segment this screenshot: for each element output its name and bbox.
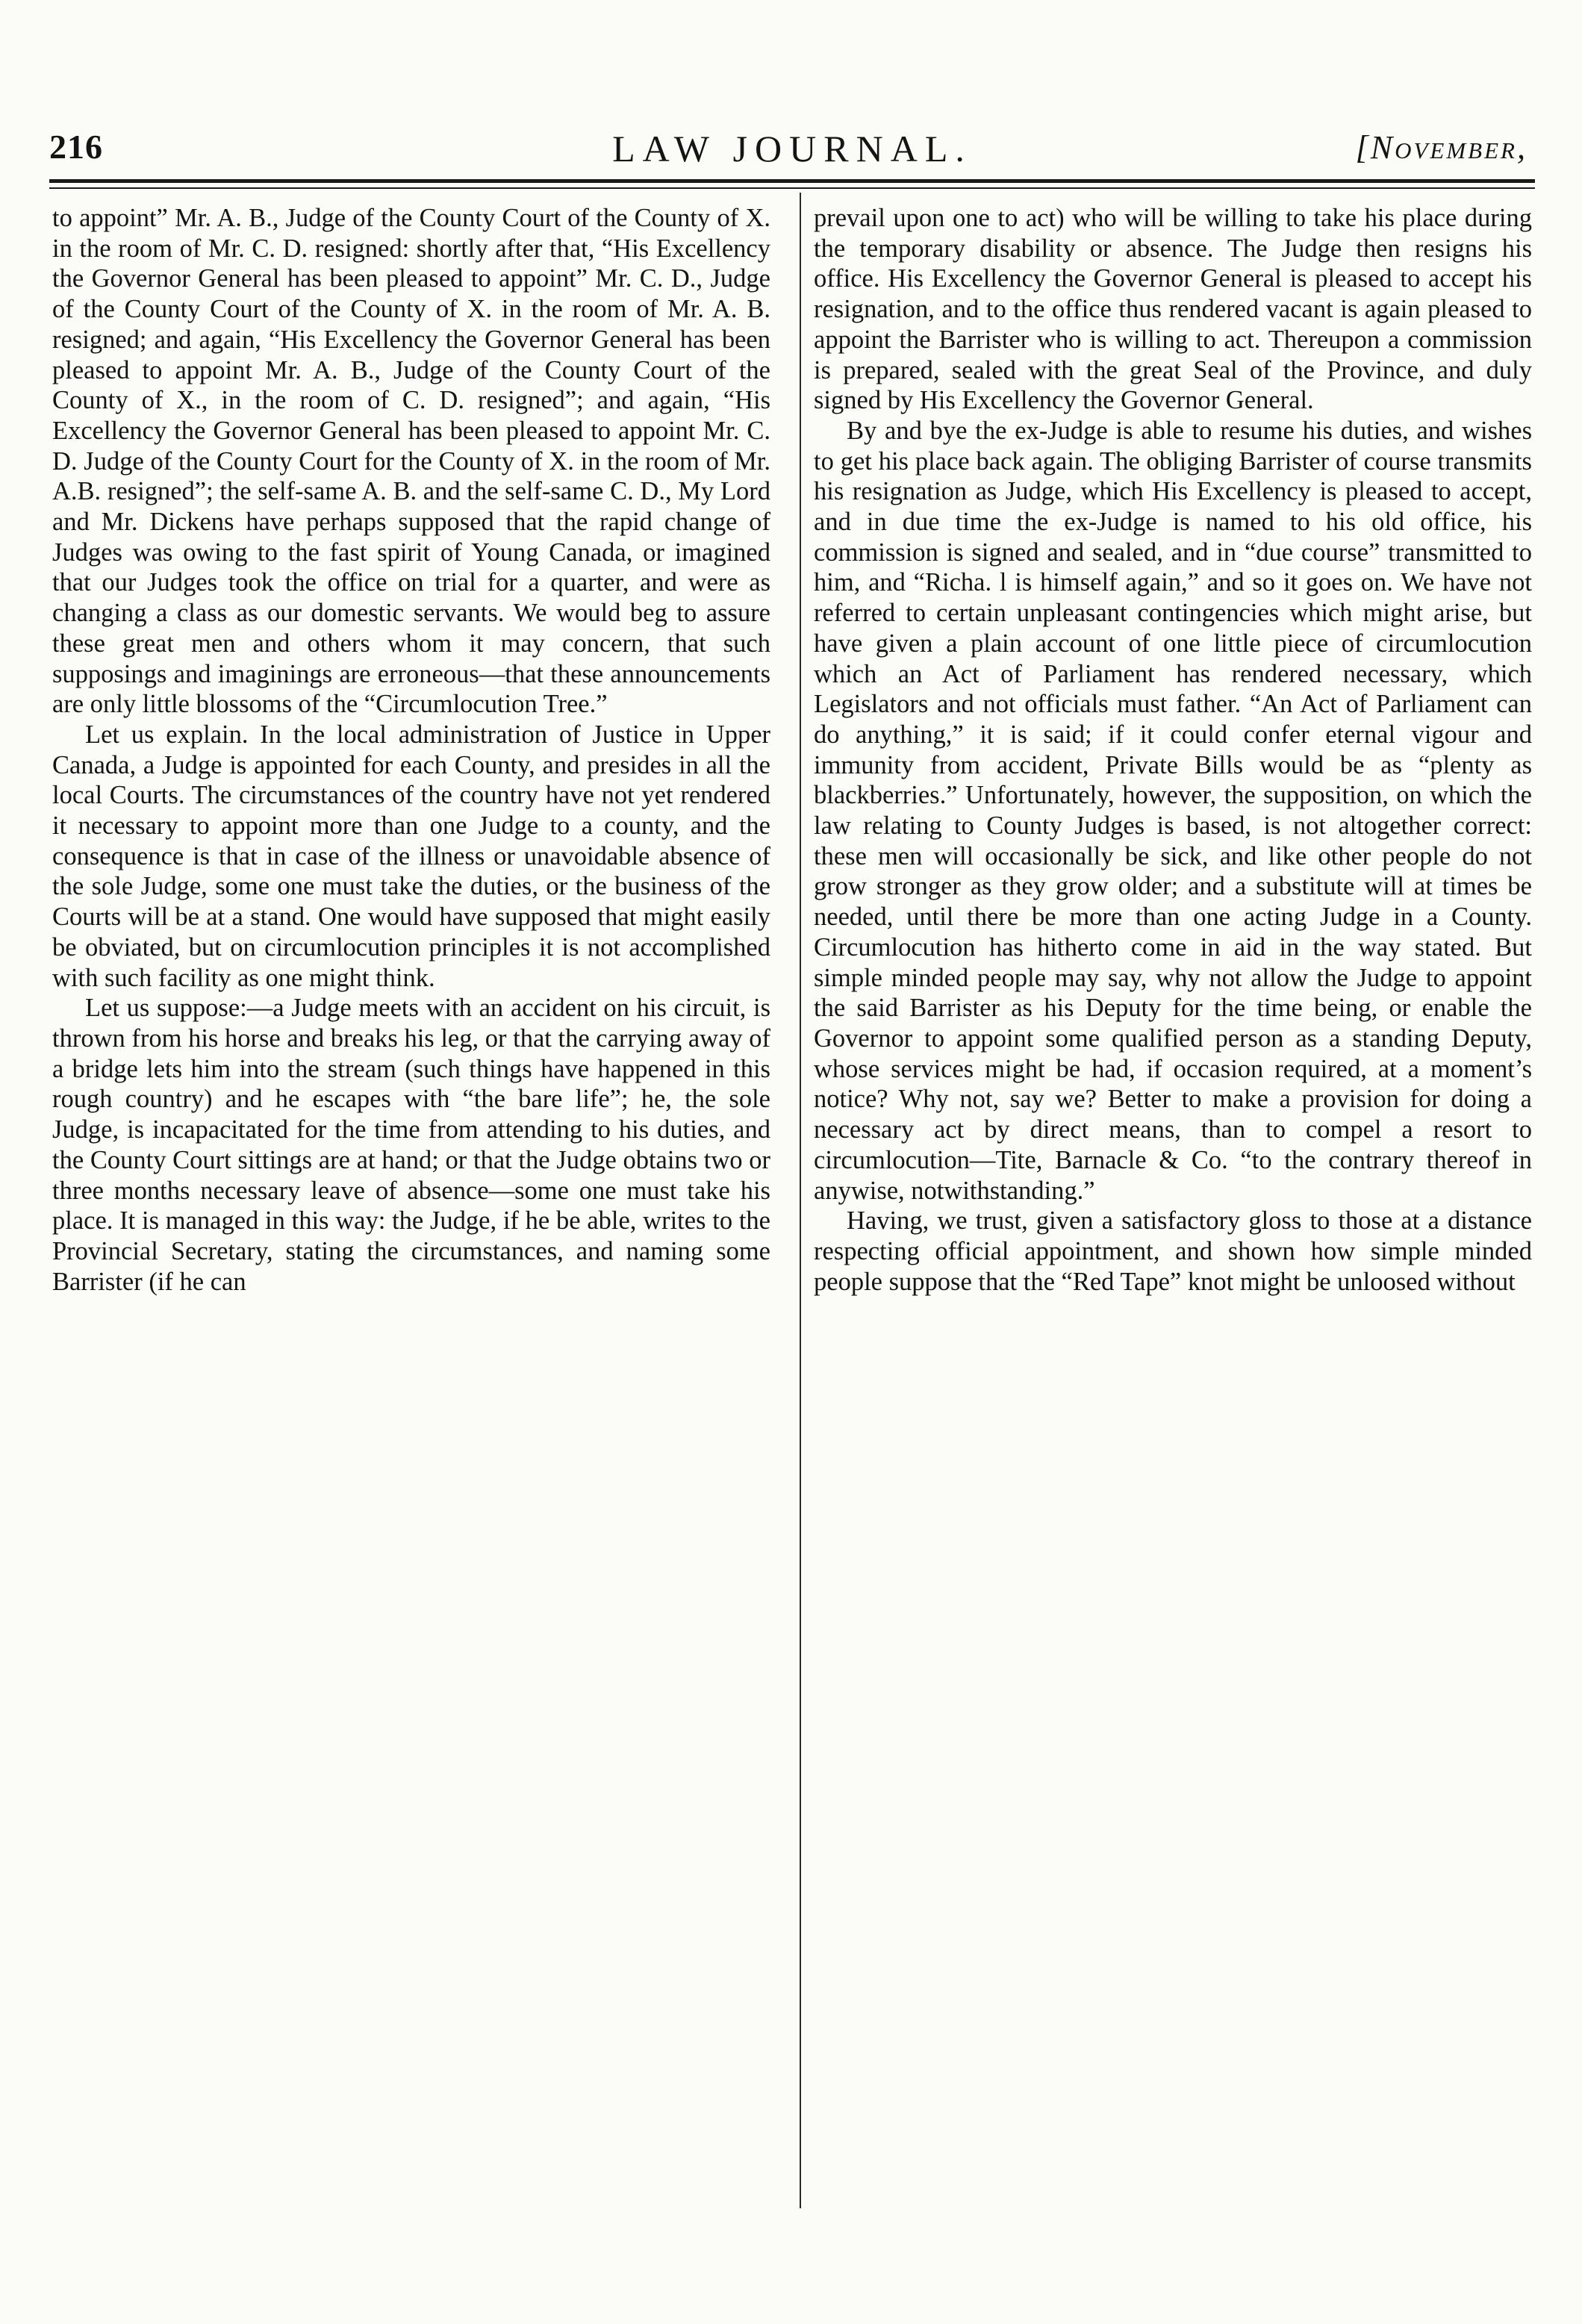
header-rule-thin [49, 187, 1535, 189]
left-paragraph-1: to appoint” Mr. A. B., Judge of the County Court of the County of X. in the room of Mr. C. D. resigned: shortly after that, “His Excellency the Governor General has been pleased to appoint” Mr. C. D., Judge of the County Court of the County of X. in the room of Mr. A. B. resigned; and again, “His Excellency the Governor General has been pleased to appoint Mr. A. B., Judge of the County Court of the County of X., in the room of C. D. resigned”; and again, “His Excellency the Governor General has been pleased to appoint Mr. C. D. Judge of the County Court for the County of X. in the room of Mr. A.B. resigned”; the self-same A. B. and the self-same C. D., My Lord and Mr. Dickens have perhaps supposed that the rapid change of Judges was owing to the fast spirit of Young Canada, or imagined that our Judges took the office on trial for a quarter, and were as changing a class as our domestic servants. We would beg to assure these great men and others whom it may concern, that such supposings and imaginings are erroneous—that these announcements are only little blossoms of the “Circumlocution Tree.” [52, 204, 770, 719]
header-month: [November, [1355, 129, 1527, 166]
header-rule-thick [49, 179, 1535, 183]
page-header [49, 127, 1535, 179]
left-paragraph-2: Let us explain. In the local administration of Justice in Upper Canada, a Judge is appointed for each County, and presides in all the local Courts. The circumstances of the country have not yet rendered it necessary to appoint more than one Judge to a county, and the consequence is that in case of the illness or unavoidable absence of the sole Judge, some one must take the duties, or the business of the Courts will be at a stand. One would have supposed that might easily be obviated, but on circumlocution principles it is not accomplished with such facility as one might think. [52, 720, 770, 992]
right-paragraph-3: Having, we trust, given a satisfactory gloss to those at a distance respecting official appointment, and shown how simple minded people suppose that the “Red Tape” knot might be unloosed without [814, 1206, 1532, 1296]
left-column [52, 203, 770, 1297]
right-column [814, 203, 1532, 1297]
page-number: 216 [49, 128, 103, 166]
column-divider [800, 193, 801, 2208]
running-title: LAW JOURNAL. [612, 128, 972, 169]
right-paragraph-2: By and bye the ex-Judge is able to resume his duties, and wishes to get his place back again. The obliging Barrister of course transmits his resignation as Judge, which His Excellency is pleased to accept, and in due time the ex-Judge is named to his old office, his commission is signed and sealed, and in “due course” transmitted to him, and “Richa. l is himself again,” and so it goes on. We have not referred to certain unpleasant contingencies which might arise, but have given a plain account of one little piece of circumlocution which an Act of Parliament has rendered necessary, which Legislators and not officials must father. “An Act of Parliament can do anything,” it is said; if it could confer eternal vigour and immunity from accident, Private Bills would be as “plenty as blackberries.” Unfortunately, however, the supposition, on which the law relating to County Judges is based, is not altogether correct: these men will occasionally be sick, and like other people do not grow stronger as they grow older; and a substitute will at times be needed, until there be more than one acting Judge in a County. Circumlocution has hitherto come in aid in the way stated. But simple minded people may say, why not allow the Judge to appoint the said Barrister as his Deputy for the time being, or enable the Governor to appoint some qualified person as a standing Deputy, whose services might be had, if occasion required, at a moment’s notice? Why not, say we? Better to make a provision for doing a necessary act by direct means, than to compel a resort to circumlocution—Tite, Barnacle & Co. “to the contrary thereof in anywise, notwithstanding.” [814, 416, 1532, 1205]
left-paragraph-3: Let us suppose:—a Judge meets with an accident on his circuit, is thrown from his horse and breaks his leg, or that the carrying away of a bridge lets him into the stream (such things have happened in this rough country) and he escapes with “the bare life”; he, the sole Judge, is incapacitated for the time from attending to his duties, and the County Court sittings are at hand; or that the Judge obtains two or three months necessary leave of absence—some one must take his place. It is managed in this way: the Judge, if he be able, writes to the Provincial Secretary, stating the circumstances, and naming some Barrister (if he can [52, 994, 770, 1296]
right-paragraph-1: prevail upon one to act) who will be willing to take his place during the temporary disability or absence. The Judge then resigns his office. His Excellency the Governor General is pleased to accept his resignation, and to the office thus rendered vacant is again pleased to appoint the Barrister who is willing to act. Thereupon a commission is prepared, sealed with the great Seal of the Province, and duly signed by His Excellency the Governor General. [814, 204, 1532, 415]
